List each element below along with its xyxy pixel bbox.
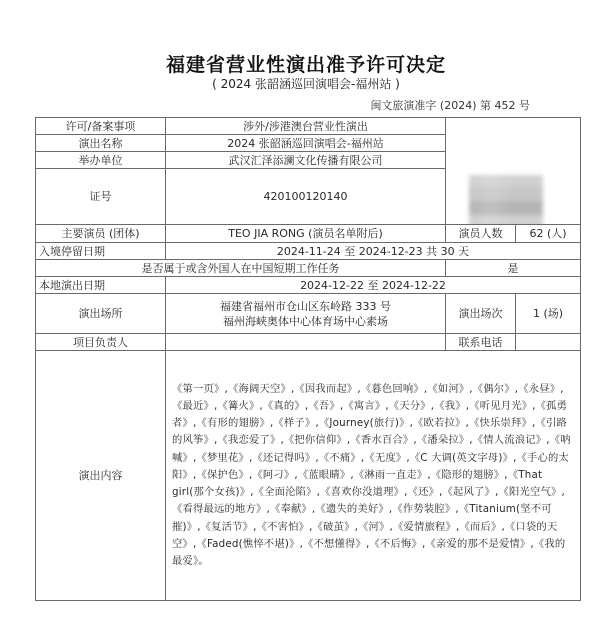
stay-value: 2024-11-24 至 2024-12-23 共 30 天 [166,243,581,260]
table-row [36,118,581,135]
lead-value: TEO JIA RONG (演员名单附后) [166,225,446,243]
cert-label: 证号 [36,169,166,225]
table-row [36,243,581,260]
local-date-value: 2024-12-22 至 2024-12-22 [166,277,581,294]
program-content: 《第一页》,《海阔天空》,《因我而起》,《暮色回响》,《如河》,《偶尔》,《永昼》,《最近》,《篝火》,《真的》,《吾》,《寓言》,《天分》,《我》,《听见月光》,《孤勇者》,《有形的翅膀》,《样子》,《Journey(旅行)》,《欧若拉》,《快乐崇拜》,《引路的风筝》,《我恋爱了》,《把你信仰》,《香水百合》,《潘朵拉》,《情人流浪记》,《呐喊》,《梦里花》,《还记得吗》,《不痛》,《无度》,《C 大调(英文字母)》,《手心的太阳》,《保护色》,《阿刁》,《蓝眼睛》,《淋雨一直走》,《隐形的翅膀》,《That girl(那个女孩)》,《全面沦陷》,《喜欢你没道理》,《还》,《起风了》,《阳光空气》,《看得最远的地方》,《奉献》,《遗失的美好》,《作势装腔》,《Titanium(坚不可摧)》,《复活节》,《不害怕》,《破茧》,《河》,《爱情旅程》,《而后》,《口袋的天空》,《Faded(憔悴不堪)》,《不想懂得》,《不后悔》,《亲爱的那不是爱情》,《我的最爱》。 [166,351,581,601]
program-label: 演出内容 [36,351,166,601]
organizer-label: 举办单位 [36,152,166,169]
venue-label: 演出场所 [36,294,166,334]
blurred-photo [469,175,543,225]
venue-value [166,294,446,334]
shortterm-value: 是 [446,260,581,277]
document-title: 福建省营业性演出准予许可决定 [165,54,446,76]
manager-value [166,334,446,351]
phone-label: 联系电话 [446,334,516,351]
show-name-label: 演出名称 [36,135,166,152]
phone-value [516,334,581,351]
count-label: 演员人数 [446,225,516,243]
sessions-label: 演出场次 [446,294,516,334]
photo-cell [446,118,581,225]
document-number: 闽文旅演准字 (2024) 第 452 号 [370,99,530,112]
table-row [36,351,581,601]
stay-label: 入境停留日期 [36,243,166,260]
license-value: 涉外/涉港澳台营业性演出 [166,118,446,135]
table-row [36,277,581,294]
license-label: 许可/备案事项 [36,118,166,135]
cert-value: 420100120140 [166,169,446,225]
document-subtitle: ( 2024 张韶涵巡回演唱会-福州站 ) [212,77,400,91]
count-value: 62 (人) [516,225,581,243]
permit-table [35,117,581,601]
table-row [36,260,581,277]
venue-line-2: 福州海峡奥体中心体育场中心素场 [223,314,388,328]
manager-label: 项目负责人 [36,334,166,351]
local-date-label: 本地演出日期 [36,277,166,294]
sessions-value: 1 (场) [516,294,581,334]
table-row [36,334,581,351]
lead-label: 主要演员 (团体) [36,225,166,243]
table-row [36,225,581,243]
venue-line-1: 福建省福州市仓山区东岭路 333 号 [220,299,391,313]
shortterm-label: 是否属于或含外国人在中国短期工作任务 [36,260,446,277]
table-row [36,294,581,334]
organizer-value: 武汉汇泽添澜文化传播有限公司 [166,152,446,169]
show-name-value: 2024 张韶涵巡回演唱会-福州站 [166,135,446,152]
